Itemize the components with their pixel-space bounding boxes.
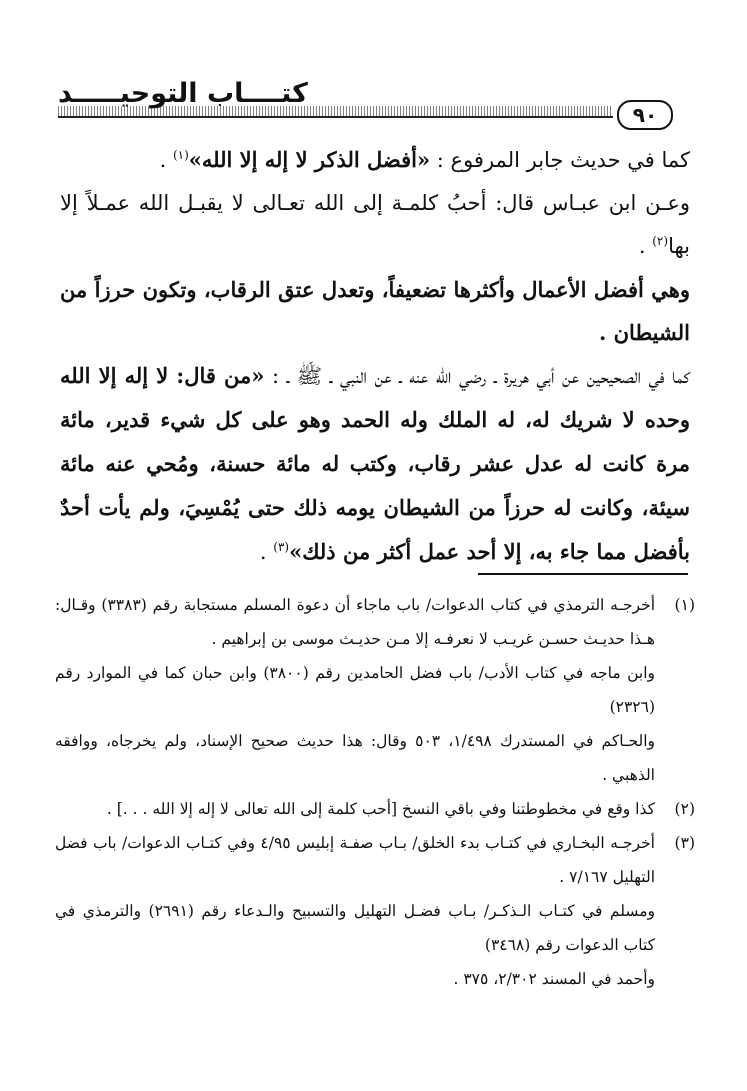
paragraph-tail: . [638,234,653,258]
footnote-separator [478,573,688,575]
hadith-quote: «أفضل الذكر لا إله إلا الله» [188,147,431,172]
footnote-item [55,588,695,656]
page-header [58,78,688,127]
paragraph-lead: كما في حديث جابر المرفوع : [430,148,690,172]
header-rule-line [58,116,613,118]
running-title: كتــــاب التوحيـــــد [58,78,308,109]
paragraph-tail: . [159,148,173,172]
paragraph-virtues [60,268,690,354]
main-text [60,138,690,574]
footnote-item [55,826,695,894]
footnote-text: وأحمد في المسند ٢/٣٠٢، ٣٧٥ . [453,970,655,988]
footnote-number: (٣) [674,834,695,852]
footnote-item [55,792,695,826]
footnote-text: وابن ماجه في كتاب الأدب/ باب فضل الحامدين رقم (٣٨٠٠) وابن حبان كما في الموارد رقم (٢٣٢٦) [55,664,655,716]
paragraph-tail: . [259,540,274,564]
paragraph-text: وعـن ابن عبـاس قال: أحبُ كلمـة إلى الله تعـالى لا يقبـل الله عمـلاً إلا بها [60,191,690,258]
footnote-text: والحـاكم في المستدرك ١/٤٩٨، ٥٠٣ وقال: هذا حديث صحيح الإسناد، ولم يخرجاه، ووافقه الذهبي . [55,732,655,784]
page-number: ٩٠ [617,100,673,130]
footnote-ref-2: (٢) [652,234,669,248]
footnote-text: أخرجـه الترمذي في كتاب الدعوات/ باب ماجاء أن دعوة المسلم مستجابة رقم (٣٣٨٣) وقـال: هـذا حديـث حسـن غريـب لا نعرفـه إلا مـن حديـث موسى بن إبراهيم . [55,596,655,648]
footnotes [55,588,695,996]
footnote-number: (١) [674,596,695,614]
paragraph-lead: كما في الصحيحين عن أبي هريرة ـ رضي الله عنه ـ عن النبي ـ ﷺ ـ : [271,364,690,388]
footnote-item [55,656,695,724]
footnote-ref-1: (١) [172,148,189,162]
paragraph-abu-hurayra [60,354,690,574]
footnote-ref-3: (٣) [273,540,290,554]
footnote-number: (٢) [674,800,695,818]
paragraph-text: وهي أفضل الأعمال وأكثرها تضعيفاً، وتعدل عتق الرقاب، وتكون حرزاً من الشيطان . [60,277,690,345]
footnote-text: أخرجـه البخـاري في كتـاب بدء الخلق/ بـاب صفـة إبليس ٤/٩٥ وفي كتـاب الدعوات/ باب فضل التهليل ٧/١٦٧ . [55,834,655,886]
paragraph-jabir-hadith [60,138,690,182]
footnote-item [55,962,695,996]
footnote-text: كذا وقع في مخطوطتنا وفي باقي النسخ [أحب كلمة إلى الله تعالى لا إله إلا الله . . .] . [106,800,655,818]
footnote-text: ومسلم في كتـاب الـذكـر/ بـاب فضـل التهليل والتسبيح والـدعاء رقم (٢٦٩١) والترمذي في كتاب الدعوات رقم (٣٤٦٨) [55,902,655,954]
footnote-item [55,894,695,962]
hadith-quote: «من قال: لا إله إلا الله وحده لا شريك له، له الملك وله الحمد وهو على كل شيء قدير، مائة مرة كانت له عدل عشر رقاب، وكتب له مائة حسنة، ومُحي عنه مائة سيئة، وكانت له حرزاً من الشيطان يومه ذلك حتى يُمْسِيَ، ولم يأت أحدٌ بأفضل مما جاء به، إلا أحد عمل أكثر من ذلك» [60,363,690,564]
footnote-item [55,724,695,792]
paragraph-ibn-abbas [60,182,690,268]
